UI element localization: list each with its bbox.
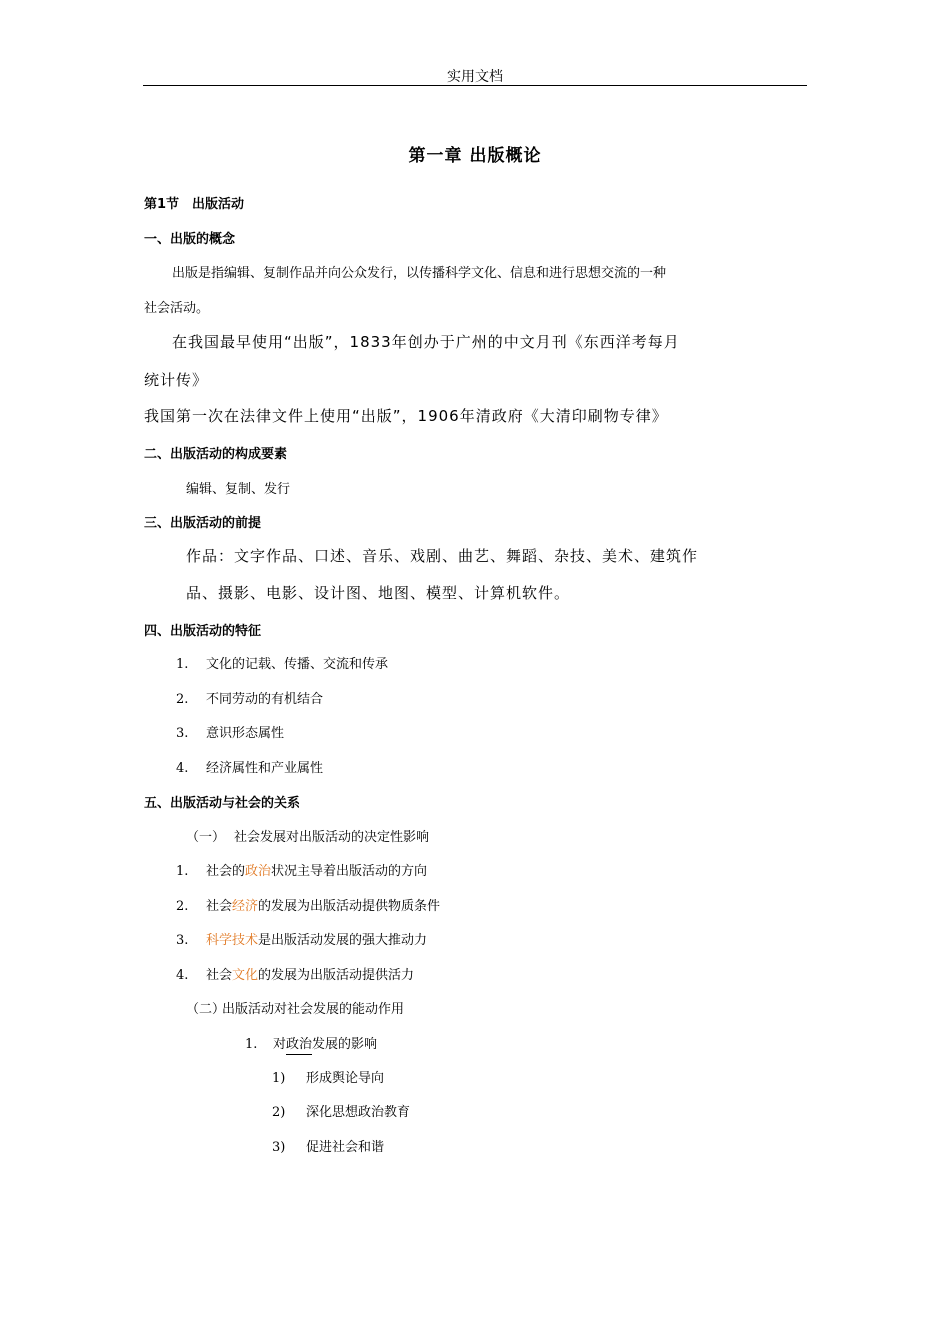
- list-text: 经济属性和产业属性: [206, 761, 324, 776]
- list-item: [176, 895, 440, 914]
- paragraph-elements: 编辑、复制、发行: [186, 482, 291, 497]
- list-number: 2): [272, 1105, 286, 1120]
- paragraph-law-use: 我国第一次在法律文件上使用“出版”，1906年清政府《大清印刷物专律》: [144, 407, 668, 425]
- list-text: 对: [273, 1037, 287, 1052]
- list-text: 社会的: [206, 864, 246, 879]
- heading-features: 四、出版活动的特征: [144, 624, 262, 639]
- list-text: 状况主导着出版活动的方向: [271, 864, 428, 879]
- list-number: 2.: [176, 899, 189, 914]
- paragraph-definition-line2: 社会活动。: [144, 301, 210, 316]
- list-number: 1): [272, 1071, 286, 1086]
- list-text: 深化思想政治教育: [306, 1105, 411, 1120]
- list-text: 是出版活动发展的强大推动力: [258, 933, 428, 948]
- paragraph-first-use-line1: 在我国最早使用“出版”，1833年创办于广州的中文月刊《东西洋考每月: [172, 333, 680, 351]
- highlight-text: 科学技术: [206, 933, 259, 948]
- heading-society: 五、出版活动与社会的关系: [144, 796, 301, 811]
- paragraph-first-use-line2: 统计传》: [144, 371, 209, 389]
- list-item: [176, 688, 323, 707]
- list-item: [176, 757, 323, 776]
- list-number: 3): [272, 1140, 286, 1155]
- heading-concept: 一、出版的概念: [144, 232, 236, 247]
- paragraph-works-line1: 作品：文字作品、口述、音乐、戏剧、曲艺、舞蹈、杂技、美术、建筑作: [186, 547, 699, 565]
- highlight-text: 经济: [232, 899, 259, 914]
- list-item: [272, 1067, 384, 1086]
- header-rule: [143, 85, 807, 86]
- list-text: 促进社会和谐: [306, 1140, 385, 1155]
- subheading-one: [186, 826, 429, 845]
- list-item: [176, 929, 427, 948]
- underlined-text: 政治: [286, 1037, 312, 1055]
- list-text: 的发展为出版活动提供活力: [258, 968, 415, 983]
- list-text: 发展的影响: [312, 1037, 378, 1052]
- subheading-text: 出版活动对社会发展的能动作用: [222, 1002, 405, 1017]
- list-number: 3.: [176, 726, 189, 741]
- list-item: [176, 722, 284, 741]
- list-number: 1.: [176, 864, 189, 879]
- subheading-number: （一）: [186, 830, 226, 845]
- chapter-title: 第一章 出版概论: [408, 146, 542, 166]
- list-item: [176, 653, 388, 672]
- paragraph-definition-line1: 出版是指编辑、复制作品并向公众发行，以传播科学文化、信息和进行思想交流的一种: [172, 266, 667, 281]
- subheading-text: 社会发展对出版活动的决定性影响: [234, 830, 430, 845]
- heading-elements: 二、出版活动的构成要素: [144, 447, 288, 462]
- list-text: 的发展为出版活动提供物质条件: [258, 899, 441, 914]
- heading-premise: 三、出版活动的前提: [144, 516, 262, 531]
- list-number: 3.: [176, 933, 189, 948]
- list-text: 社会: [206, 899, 233, 914]
- list-item: [176, 860, 427, 879]
- list-text: 形成舆论导向: [306, 1071, 385, 1086]
- list-text: 不同劳动的有机结合: [206, 692, 324, 707]
- subheading-two: [186, 998, 404, 1017]
- list-item: [272, 1136, 384, 1155]
- list-number: 1.: [176, 657, 189, 672]
- list-item: [245, 1033, 377, 1052]
- paragraph-works-line2: 品、摄影、电影、设计图、地图、模型、计算机软件。: [186, 584, 571, 602]
- list-number: 1.: [245, 1037, 258, 1052]
- list-text: 社会: [206, 968, 233, 983]
- list-item: [272, 1101, 410, 1120]
- list-number: 2.: [176, 692, 189, 707]
- section-heading: 第1节 出版活动: [144, 197, 245, 212]
- subheading-number: （二）: [186, 1002, 226, 1017]
- list-item: [176, 964, 414, 983]
- list-text: 意识形态属性: [206, 726, 285, 741]
- highlight-text: 政治: [245, 864, 272, 879]
- highlight-text: 文化: [232, 968, 259, 983]
- list-number: 4.: [176, 761, 189, 776]
- list-text: 文化的记载、传播、交流和传承: [206, 657, 389, 672]
- list-number: 4.: [176, 968, 189, 983]
- page-header: 实用文档: [447, 69, 503, 85]
